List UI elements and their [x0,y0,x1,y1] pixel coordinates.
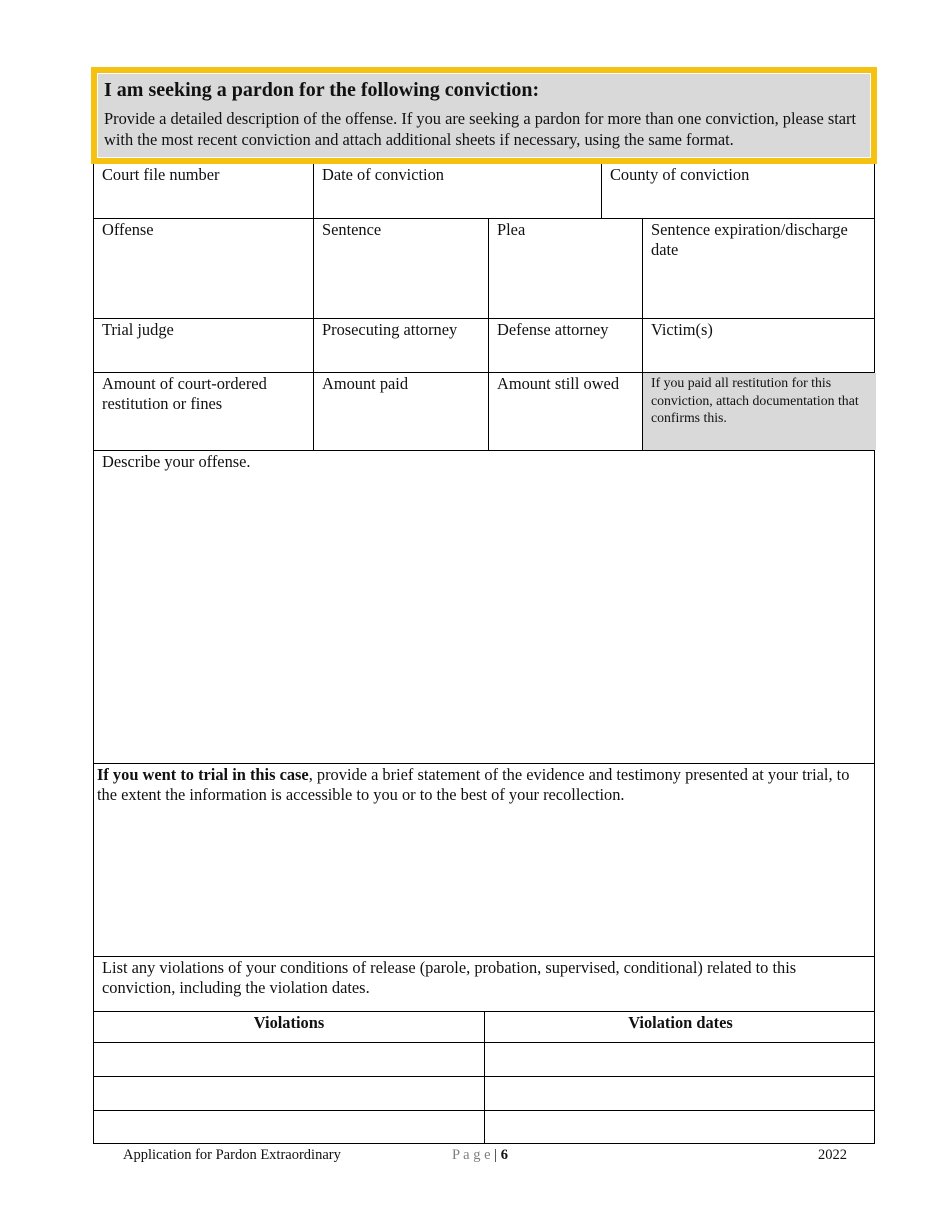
defense-attorney-field[interactable] [489,319,642,372]
date-of-conviction-label: Date of conviction [322,165,444,184]
violation-date-cell[interactable] [485,1043,876,1076]
restitution-amount-field[interactable] [94,373,313,450]
sentence-label: Sentence [322,220,382,239]
trial-statement-text: , provide a brief statement of the evidence and testimony presented at your trial, to the extent the information is accessible to you or to the best of your recollection. [97,765,850,804]
trial-statement-field[interactable] [94,764,876,956]
plea-label: Plea [497,220,526,239]
victims-field[interactable] [643,319,876,372]
restitution-note [643,373,876,450]
court-file-number-field[interactable] [94,164,313,218]
section-title: I am seeking a pardon for the following conviction: [104,79,540,101]
restitution-note-text: If you paid all restitution for this conviction, attach documentation that confirms this. [651,375,859,425]
describe-offense-label: Describe your offense. [102,452,251,471]
footer-document-title: Application for Pardon Extraordinary [123,1147,341,1163]
violation-dates-header-label: Violation dates [628,1013,733,1032]
violation-date-cell[interactable] [485,1111,876,1144]
prosecuting-attorney-field[interactable] [314,319,488,372]
describe-offense-field[interactable] [94,451,876,763]
footer-page-indicator: P a g e | 6 [452,1147,508,1163]
prosecuting-attorney-label: Prosecuting attorney [322,320,458,339]
footer-page-number: 6 [500,1147,508,1163]
victims-label: Victim(s) [651,320,713,339]
trial-judge-label: Trial judge [102,320,174,339]
violation-cell[interactable] [94,1111,484,1144]
footer-year: 2022 [818,1147,847,1163]
trial-judge-field[interactable] [94,319,313,372]
defense-attorney-label: Defense attorney [497,320,609,339]
county-of-conviction-field[interactable] [602,164,876,218]
violation-dates-column-header [485,1012,876,1042]
amount-paid-label: Amount paid [322,374,409,393]
violations-header-label: Violations [253,1013,325,1032]
violations-instructions [94,957,876,1011]
conviction-form [93,164,875,1144]
amount-owed-field[interactable] [489,373,642,450]
county-of-conviction-label: County of conviction [610,165,750,184]
offense-field[interactable] [94,219,313,318]
restitution-amount-label: Amount of court-ordered restitution or fines [102,374,267,413]
section-instructions: Provide a detailed description of the offense. If you are seeking a pardon for more than one conviction, please start with the most recent conviction and attach additional sheets if necessary, using the same format. [104,109,857,149]
court-file-number-label: Court file number [102,165,220,184]
offense-label: Offense [102,220,154,239]
date-of-conviction-field[interactable] [314,164,601,218]
amount-paid-field[interactable] [314,373,488,450]
violations-instructions-text: List any violations of your conditions of release (parole, probation, supervised, conditional) related to this conviction, including the violation dates. [102,958,797,997]
violation-cell[interactable] [94,1043,484,1076]
sentence-field[interactable] [314,219,488,318]
plea-field[interactable] [489,219,642,318]
section-header [91,67,877,164]
footer-page-label: P a g e [452,1147,491,1163]
trial-statement-lead: If you went to trial in this case [97,765,309,784]
sentence-expiration-field[interactable] [643,219,876,318]
amount-owed-label: Amount still owed [497,374,620,393]
violation-date-cell[interactable] [485,1077,876,1110]
violations-column-header [94,1012,484,1042]
violation-cell[interactable] [94,1077,484,1110]
sentence-expiration-label: Sentence expiration/discharge date [651,220,848,259]
